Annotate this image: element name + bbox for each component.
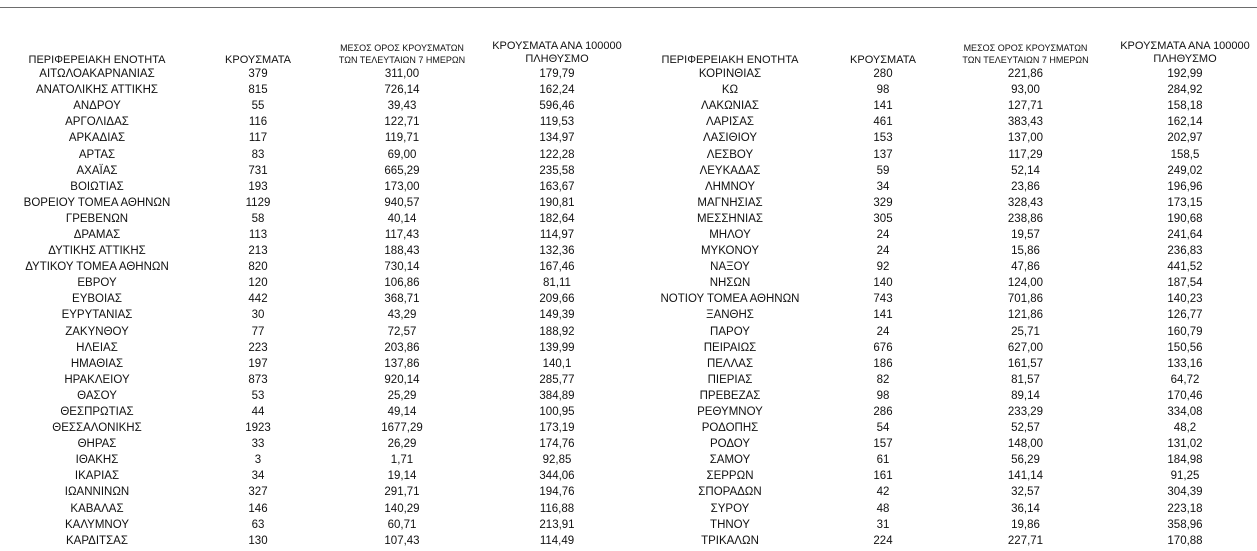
right-cases: 280 xyxy=(873,68,893,81)
left-cases: 731 xyxy=(248,164,268,177)
left-avg-7-days: 39,43 xyxy=(387,100,417,113)
right-cases-per-100k: 150,56 xyxy=(1167,341,1203,354)
right-cases-per-100k: 140,23 xyxy=(1167,293,1203,306)
left-cases-per-100k: 285,77 xyxy=(539,373,575,386)
right-avg-7-days: 221,86 xyxy=(1007,68,1044,81)
right-region-name: ΛΑΚΩΝΙΑΣ xyxy=(701,100,759,113)
right-cases: 48 xyxy=(876,502,890,515)
left-cases: 223 xyxy=(248,341,268,354)
right-avg-7-days: 93,00 xyxy=(1011,84,1040,97)
left-region-name: ΑΡΤΑΣ xyxy=(78,148,116,161)
header-per100k-right: ΚΡΟΥΣΜΑΤΑ ΑΝΑ 100000 ΠΛΗΘΥΣΜΟ xyxy=(1120,40,1250,65)
right-avg-7-days: 36,14 xyxy=(1011,502,1040,515)
right-region-name: ΣΑΜΟΥ xyxy=(709,454,751,467)
left-region-name: ΕΥΡΥΤΑΝΙΑΣ xyxy=(61,309,133,322)
right-cases: 24 xyxy=(876,228,890,241)
left-region-name: ΚΑΡΔΙΤΣΑΣ xyxy=(66,534,128,547)
left-cases: 58 xyxy=(251,212,265,225)
table-row xyxy=(0,275,1257,291)
right-cases-per-100k: 160,79 xyxy=(1167,325,1203,338)
left-cases-per-100k: 119,53 xyxy=(539,116,575,129)
right-cases: 186 xyxy=(873,357,893,370)
left-avg-7-days: 203,86 xyxy=(384,341,420,354)
left-cases-per-100k: 92,85 xyxy=(542,454,572,467)
left-avg-7-days: 188,43 xyxy=(384,245,420,258)
right-region-name: ΝΗΣΩΝ xyxy=(709,277,751,290)
right-cases: 141 xyxy=(873,309,893,322)
right-avg-7-days: 328,43 xyxy=(1007,196,1044,209)
left-cases-per-100k: 114,97 xyxy=(539,228,575,241)
left-cases: 1129 xyxy=(245,196,271,209)
left-cases-per-100k: 194,76 xyxy=(539,486,575,499)
left-avg-7-days: 920,14 xyxy=(384,373,420,386)
right-cases-per-100k: 192,99 xyxy=(1167,68,1203,81)
right-avg-7-days: 52,14 xyxy=(1011,164,1040,177)
table-row xyxy=(0,307,1257,323)
left-avg-7-days: 25,29 xyxy=(387,389,417,402)
left-cases-per-100k: 134,97 xyxy=(539,132,575,145)
right-region-name: ΝΟΤΙΟΥ ΤΟΜΕΑ ΑΘΗΝΩΝ xyxy=(660,293,800,306)
left-avg-7-days: 173,00 xyxy=(384,180,420,193)
left-region-name: ΗΡΑΚΛΕΙΟΥ xyxy=(64,373,130,386)
right-region-name: ΡΟΔΟΥ xyxy=(709,438,751,451)
left-avg-7-days: 107,43 xyxy=(384,534,420,547)
right-avg-7-days: 141,14 xyxy=(1007,470,1044,483)
right-avg-7-days: 701,86 xyxy=(1007,293,1044,306)
left-region-name: ΑΝΑΤΟΛΙΚΗΣ ΑΤΤΙΚΗΣ xyxy=(35,84,158,97)
right-cases: 743 xyxy=(873,293,893,306)
left-region-name: ΙΘΑΚΗΣ xyxy=(75,454,119,467)
right-cases: 31 xyxy=(876,518,890,531)
header-cases-left: ΚΡΟΥΣΜΑΤΑ xyxy=(225,54,291,66)
table-row xyxy=(0,211,1257,227)
left-avg-7-days: 26,29 xyxy=(387,438,417,451)
left-region-name: ΒΟΡΕΙΟΥ ΤΟΜΕΑ ΑΘΗΝΩΝ xyxy=(23,196,171,209)
right-cases-per-100k: 48,2 xyxy=(1173,422,1197,435)
right-cases-per-100k: 131,02 xyxy=(1167,438,1203,451)
left-cases-per-100k: 182,64 xyxy=(539,212,575,225)
left-region-name: ΚΑΒΑΛΑΣ xyxy=(70,502,124,515)
right-region-name: ΠΙΕΡΙΑΣ xyxy=(707,373,753,386)
right-avg-7-days: 227,71 xyxy=(1007,534,1044,547)
cases-table xyxy=(0,35,1257,549)
right-cases-per-100k: 358,96 xyxy=(1167,518,1203,531)
left-cases: 55 xyxy=(251,100,265,113)
left-cases: 193 xyxy=(248,180,268,193)
left-cases-per-100k: 596,46 xyxy=(539,100,575,113)
right-cases-per-100k: 241,64 xyxy=(1167,228,1203,241)
right-region-name: ΚΟΡΙΝΘΙΑΣ xyxy=(698,68,762,81)
left-cases: 1923 xyxy=(245,422,271,435)
left-cases-per-100k: 174,76 xyxy=(539,438,575,451)
right-cases-per-100k: 170,88 xyxy=(1167,534,1203,547)
right-avg-7-days: 23,86 xyxy=(1011,180,1040,193)
right-region-name: ΜΥΚΟΝΟΥ xyxy=(700,245,760,258)
right-avg-7-days: 89,14 xyxy=(1011,389,1040,402)
table-row xyxy=(0,501,1257,517)
right-cases: 153 xyxy=(873,132,893,145)
left-avg-7-days: 106,86 xyxy=(384,277,420,290)
right-avg-7-days: 81,57 xyxy=(1011,373,1040,386)
left-region-name: ΙΩΑΝΝΙΝΩΝ xyxy=(64,486,130,499)
right-cases: 161 xyxy=(873,470,893,483)
left-cases: 53 xyxy=(251,389,265,402)
left-cases: 83 xyxy=(251,148,265,161)
left-cases: 30 xyxy=(251,309,265,322)
right-avg-7-days: 19,57 xyxy=(1011,228,1040,241)
left-cases: 63 xyxy=(251,518,265,531)
right-region-name: ΛΗΜΝΟΥ xyxy=(704,180,756,193)
right-region-name: ΞΑΝΘΗΣ xyxy=(706,309,754,322)
right-cases: 42 xyxy=(876,486,890,499)
left-cases-per-100k: 114,49 xyxy=(539,534,575,547)
right-cases-per-100k: 304,39 xyxy=(1167,486,1203,499)
left-cases: 379 xyxy=(248,68,268,81)
left-cases-per-100k: 384,89 xyxy=(539,389,575,402)
right-cases-per-100k: 187,54 xyxy=(1167,277,1203,290)
right-region-name: ΠΕΛΛΑΣ xyxy=(706,357,754,370)
left-cases: 130 xyxy=(248,534,268,547)
table-row xyxy=(0,324,1257,340)
left-avg-7-days: 49,14 xyxy=(387,406,417,419)
right-cases-per-100k: 284,92 xyxy=(1167,84,1203,97)
right-region-name: ΛΑΡΙΣΑΣ xyxy=(705,116,755,129)
right-avg-7-days: 32,57 xyxy=(1011,486,1040,499)
right-region-name: ΝΑΞΟΥ xyxy=(710,261,750,274)
table-row xyxy=(0,372,1257,388)
left-avg-7-days: 665,29 xyxy=(384,164,420,177)
header-avg7-left: ΜΕΣΟΣ ΟΡΟΣ ΚΡΟΥΣΜΑΤΩΝ ΤΩΝ ΤΕΛΕΥΤΑΙΩΝ 7 ΗΜΕΡΩΝ xyxy=(338,43,466,65)
table-row xyxy=(0,388,1257,404)
right-cases-per-100k: 190,68 xyxy=(1167,212,1203,225)
left-cases-per-100k: 100,95 xyxy=(539,406,575,419)
right-avg-7-days: 15,86 xyxy=(1011,245,1040,258)
right-cases-per-100k: 170,46 xyxy=(1167,389,1203,402)
header-avg7-right: ΜΕΣΟΣ ΟΡΟΣ ΚΡΟΥΣΜΑΤΩΝ ΤΩΝ ΤΕΛΕΥΤΑΙΩΝ 7 ΗΜΕΡΩΝ xyxy=(962,43,1089,65)
right-cases: 157 xyxy=(873,438,893,451)
right-cases-per-100k: 236,83 xyxy=(1167,245,1203,258)
left-avg-7-days: 43,29 xyxy=(387,309,417,322)
left-cases: 116 xyxy=(248,116,268,129)
right-cases-per-100k: 162,14 xyxy=(1167,116,1203,129)
right-avg-7-days: 124,00 xyxy=(1007,277,1044,290)
right-cases: 92 xyxy=(876,261,890,274)
right-cases: 286 xyxy=(873,406,893,419)
left-cases: 820 xyxy=(248,261,268,274)
right-cases: 224 xyxy=(873,534,893,547)
table-body xyxy=(0,66,1257,549)
table-row xyxy=(0,98,1257,114)
left-cases-per-100k: 139,99 xyxy=(539,341,575,354)
right-cases: 676 xyxy=(873,341,893,354)
table-row xyxy=(0,259,1257,275)
left-region-name: ΕΒΡΟΥ xyxy=(77,277,117,290)
left-cases: 873 xyxy=(248,373,268,386)
right-cases: 61 xyxy=(876,454,890,467)
left-cases-per-100k: 209,66 xyxy=(539,293,575,306)
right-cases-per-100k: 184,98 xyxy=(1167,454,1203,467)
right-cases: 137 xyxy=(873,148,893,161)
left-region-name: ΔΥΤΙΚΗΣ ΑΤΤΙΚΗΣ xyxy=(48,245,146,258)
right-avg-7-days: 47,86 xyxy=(1011,261,1040,274)
right-cases: 34 xyxy=(876,180,890,193)
left-cases-per-100k: 190,81 xyxy=(539,196,575,209)
right-cases: 82 xyxy=(876,373,890,386)
right-region-name: ΣΥΡΟΥ xyxy=(710,502,750,515)
right-cases-per-100k: 158,5 xyxy=(1170,148,1200,161)
right-avg-7-days: 52,57 xyxy=(1011,422,1040,435)
header-cases-right: ΚΡΟΥΣΜΑΤΑ xyxy=(850,54,916,66)
left-cases-per-100k: 173,19 xyxy=(539,422,575,435)
left-avg-7-days: 19,14 xyxy=(387,470,417,483)
header-row xyxy=(0,35,1257,66)
right-avg-7-days: 148,00 xyxy=(1007,438,1044,451)
table-row xyxy=(0,356,1257,372)
right-cases-per-100k: 126,77 xyxy=(1167,309,1203,322)
left-cases-per-100k: 162,24 xyxy=(539,84,575,97)
left-cases-per-100k: 344,06 xyxy=(539,470,575,483)
right-cases-per-100k: 202,97 xyxy=(1167,132,1203,145)
right-cases-per-100k: 334,08 xyxy=(1167,406,1203,419)
right-avg-7-days: 161,57 xyxy=(1007,357,1044,370)
right-region-name: ΜΕΣΣΗΝΙΑΣ xyxy=(696,212,764,225)
right-cases: 329 xyxy=(873,196,893,209)
left-avg-7-days: 119,71 xyxy=(384,132,420,145)
header-region-right: ΠΕΡΙΦΕΡΕΙΑΚΗ ΕΝΟΤΗΤΑ xyxy=(661,54,799,66)
left-region-name: ΗΛΕΙΑΣ xyxy=(76,341,118,354)
right-avg-7-days: 233,29 xyxy=(1007,406,1044,419)
left-region-name: ΑΧΑΪΑΣ xyxy=(76,164,118,177)
table-row xyxy=(0,130,1257,146)
right-cases-per-100k: 133,16 xyxy=(1167,357,1203,370)
left-cases: 815 xyxy=(248,84,268,97)
right-region-name: ΤΗΝΟΥ xyxy=(710,518,750,531)
table-row xyxy=(0,517,1257,533)
table-row xyxy=(0,436,1257,452)
left-cases-per-100k: 116,88 xyxy=(539,502,575,515)
left-region-name: ΘΗΡΑΣ xyxy=(77,438,117,451)
table-row xyxy=(0,404,1257,420)
left-avg-7-days: 1677,29 xyxy=(381,422,423,435)
right-cases: 59 xyxy=(876,164,890,177)
table-row xyxy=(0,195,1257,211)
left-cases: 146 xyxy=(248,502,268,515)
left-region-name: ΘΕΣΠΡΩΤΙΑΣ xyxy=(60,406,134,419)
top-rule xyxy=(0,7,1257,8)
left-region-name: ΑΙΤΩΛΟΑΚΑΡΝΑΝΙΑΣ xyxy=(39,68,155,81)
left-cases: 442 xyxy=(248,293,268,306)
left-cases-per-100k: 188,92 xyxy=(539,325,575,338)
right-region-name: ΠΑΡΟΥ xyxy=(710,325,750,338)
left-region-name: ΘΑΣΟΥ xyxy=(77,389,117,402)
right-region-name: ΜΑΓΝΗΣΙΑΣ xyxy=(697,196,763,209)
left-avg-7-days: 137,86 xyxy=(384,357,420,370)
right-region-name: ΛΕΣΒΟΥ xyxy=(706,148,754,161)
left-region-name: ΓΡΕΒΕΝΩΝ xyxy=(65,212,129,225)
right-cases: 24 xyxy=(876,325,890,338)
header-per100k-left: ΚΡΟΥΣΜΑΤΑ ΑΝΑ 100000 ΠΛΗΘΥΣΜΟ xyxy=(492,40,622,65)
left-cases-per-100k: 235,58 xyxy=(539,164,575,177)
right-region-name: ΛΑΣΙΘΙΟΥ xyxy=(702,132,758,145)
right-cases-per-100k: 249,02 xyxy=(1167,164,1203,177)
table-row xyxy=(0,340,1257,356)
table-row xyxy=(0,533,1257,549)
right-cases: 141 xyxy=(873,100,893,113)
left-avg-7-days: 726,14 xyxy=(384,84,420,97)
table-row xyxy=(0,179,1257,195)
right-cases: 98 xyxy=(876,389,890,402)
left-region-name: ΕΥΒΟΙΑΣ xyxy=(72,293,122,306)
left-cases: 77 xyxy=(251,325,265,338)
left-cases-per-100k: 81,11 xyxy=(543,277,571,290)
right-cases: 461 xyxy=(873,116,893,129)
right-cases: 54 xyxy=(876,422,890,435)
right-cases: 98 xyxy=(876,84,890,97)
left-region-name: ΔΡΑΜΑΣ xyxy=(73,228,121,241)
table-row xyxy=(0,66,1257,82)
right-cases: 24 xyxy=(876,245,890,258)
table-row xyxy=(0,243,1257,259)
right-region-name: ΡΕΘΥΜΝΟΥ xyxy=(697,406,763,419)
left-cases: 197 xyxy=(248,357,268,370)
left-cases: 327 xyxy=(248,486,268,499)
left-avg-7-days: 69,00 xyxy=(387,148,417,161)
header-region-left: ΠΕΡΙΦΕΡΕΙΑΚΗ ΕΝΟΤΗΤΑ xyxy=(28,54,166,66)
right-region-name: ΣΕΡΡΩΝ xyxy=(706,470,754,483)
left-avg-7-days: 291,71 xyxy=(384,486,420,499)
left-cases: 44 xyxy=(251,406,265,419)
left-avg-7-days: 117,43 xyxy=(384,228,420,241)
left-region-name: ΒΟΙΩΤΙΑΣ xyxy=(70,180,124,193)
right-cases: 140 xyxy=(873,277,893,290)
left-region-name: ΚΑΛΥΜΝΟΥ xyxy=(65,518,129,531)
left-cases: 120 xyxy=(248,277,268,290)
right-region-name: ΛΕΥΚΑΔΑΣ xyxy=(699,164,761,177)
right-avg-7-days: 19,86 xyxy=(1011,518,1040,531)
left-avg-7-days: 1,71 xyxy=(390,454,414,467)
left-cases: 117 xyxy=(248,132,268,145)
left-avg-7-days: 311,00 xyxy=(384,68,420,81)
left-cases-per-100k: 149,39 xyxy=(539,309,575,322)
left-region-name: ΘΕΣΣΑΛΟΝΙΚΗΣ xyxy=(52,422,142,435)
left-region-name: ΖΑΚΥΝΘΟΥ xyxy=(65,325,129,338)
right-avg-7-days: 127,71 xyxy=(1007,100,1044,113)
right-avg-7-days: 383,43 xyxy=(1007,116,1044,129)
left-cases-per-100k: 167,46 xyxy=(539,261,575,274)
right-region-name: ΡΟΔΟΠΗΣ xyxy=(701,422,759,435)
left-avg-7-days: 940,57 xyxy=(384,196,420,209)
right-region-name: ΜΗΛΟΥ xyxy=(709,228,751,241)
table-row xyxy=(0,291,1257,307)
right-cases: 305 xyxy=(873,212,893,225)
left-cases-per-100k: 132,36 xyxy=(539,245,575,258)
left-cases-per-100k: 213,91 xyxy=(539,518,575,531)
right-region-name: ΠΕΙΡΑΙΩΣ xyxy=(703,341,757,354)
right-region-name: ΚΩ xyxy=(721,84,739,97)
right-region-name: ΤΡΙΚΑΛΩΝ xyxy=(701,534,759,547)
right-avg-7-days: 121,86 xyxy=(1007,309,1044,322)
right-avg-7-days: 137,00 xyxy=(1007,132,1044,145)
left-cases: 213 xyxy=(248,245,268,258)
left-cases: 113 xyxy=(248,228,268,241)
left-cases-per-100k: 179,79 xyxy=(539,68,575,81)
right-avg-7-days: 238,86 xyxy=(1007,212,1044,225)
right-cases-per-100k: 158,18 xyxy=(1167,100,1203,113)
right-avg-7-days: 627,00 xyxy=(1007,341,1044,354)
table-row xyxy=(0,468,1257,484)
table-row xyxy=(0,484,1257,500)
left-cases: 34 xyxy=(251,470,265,483)
right-avg-7-days: 117,29 xyxy=(1008,148,1043,161)
right-cases-per-100k: 223,18 xyxy=(1167,502,1203,515)
left-avg-7-days: 122,71 xyxy=(384,116,420,129)
left-avg-7-days: 730,14 xyxy=(384,261,420,274)
left-avg-7-days: 368,71 xyxy=(384,293,420,306)
table-row xyxy=(0,452,1257,468)
table-row xyxy=(0,163,1257,179)
left-region-name: ΙΚΑΡΙΑΣ xyxy=(74,470,120,483)
right-cases-per-100k: 91,25 xyxy=(1170,470,1200,483)
left-avg-7-days: 40,14 xyxy=(387,212,417,225)
table-row xyxy=(0,420,1257,436)
right-avg-7-days: 25,71 xyxy=(1011,325,1040,338)
left-avg-7-days: 140,29 xyxy=(384,502,420,515)
left-region-name: ΑΡΓΟΛΙΔΑΣ xyxy=(65,116,129,129)
left-avg-7-days: 72,57 xyxy=(387,325,417,338)
right-region-name: ΠΡΕΒΕΖΑΣ xyxy=(699,389,761,402)
right-cases-per-100k: 441,52 xyxy=(1167,261,1203,274)
table-row xyxy=(0,227,1257,243)
table-row xyxy=(0,82,1257,98)
left-cases: 33 xyxy=(251,438,265,451)
left-avg-7-days: 60,71 xyxy=(387,518,417,531)
left-cases: 3 xyxy=(254,454,262,467)
left-region-name: ΑΡΚΑΔΙΑΣ xyxy=(68,132,126,145)
left-region-name: ΔΥΤΙΚΟΥ ΤΟΜΕΑ ΑΘΗΝΩΝ xyxy=(25,261,169,274)
right-avg-7-days: 56,29 xyxy=(1011,454,1040,467)
left-region-name: ΗΜΑΘΙΑΣ xyxy=(70,357,124,370)
left-cases-per-100k: 163,67 xyxy=(539,180,575,193)
right-cases-per-100k: 173,15 xyxy=(1167,196,1203,209)
left-cases-per-100k: 122,28 xyxy=(539,148,575,161)
right-region-name: ΣΠΟΡΑΔΩΝ xyxy=(698,486,762,499)
left-cases-per-100k: 140,1 xyxy=(542,357,572,370)
table-row xyxy=(0,146,1257,162)
right-cases-per-100k: 196,96 xyxy=(1167,180,1203,193)
left-region-name: ΑΝΔΡΟΥ xyxy=(73,100,121,113)
table-row xyxy=(0,114,1257,130)
right-cases-per-100k: 64,72 xyxy=(1170,373,1200,386)
